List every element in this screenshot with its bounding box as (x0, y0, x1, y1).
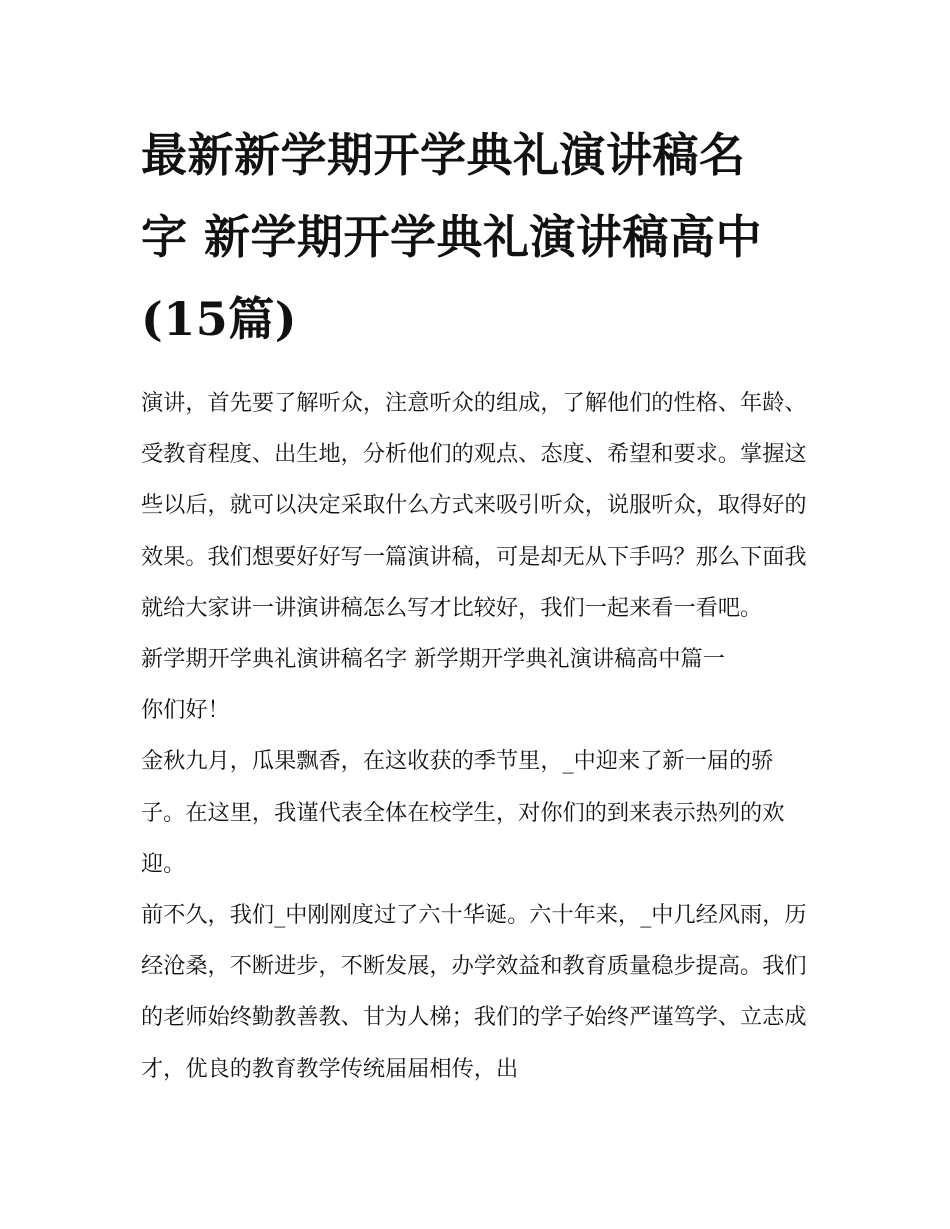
history-paragraph: 前不久，我们_中刚刚度过了六十华诞。六十年来，_中几经风雨，历经沧桑，不断进步，不断发展，办学效益和教育质量稳步提高。我们的老师始终勤教善教、甘为人梯；我们的学子始终严谨笃学、立志成才，优良的教育教学传统届届相传，出 (141, 902, 807, 1082)
document-page (141, 114, 813, 1095)
greeting-paragraph: 你们好！ (141, 697, 230, 724)
document-body (141, 378, 813, 1095)
section-heading: 新学期开学典礼演讲稿名字 新学期开学典礼演讲稿高中篇一 (141, 646, 725, 673)
intro-paragraph: 演讲，首先要了解听众，注意听众的组成，了解他们的性格、年龄、受教育程度、出生地，分析他们的观点、态度、希望和要求。掌握这些以后，就可以决定采取什么方式来吸引听众，说服听众，取得好的效果。我们想要好好写一篇演讲稿，可是却无从下手吗？那么下面我就给大家讲一讲演讲稿怎么写才比较好，我们一起来看一看吧。 (141, 390, 807, 621)
document-title: 最新新学期开学典礼演讲稿名 字 新学期开学典礼演讲稿高中 (15篇) (141, 128, 763, 346)
welcome-paragraph: 金秋九月，瓜果飘香，在这收获的季节里，_中迎来了新一届的骄子。在这里，我谨代表全体在校学生，对你们的到来表示热列的欢迎。 (141, 748, 785, 877)
